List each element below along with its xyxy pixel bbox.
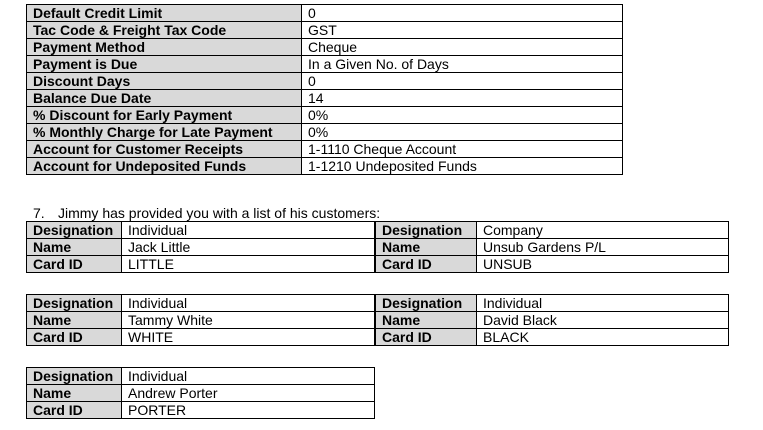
card-id-value: BLACK (477, 329, 729, 346)
customer-card-table (26, 294, 375, 346)
setting-value: GST (302, 22, 623, 39)
name-label: Name (27, 312, 122, 329)
setting-value: 0% (302, 107, 623, 124)
setting-label: Account for Undeposited Funds (27, 158, 302, 175)
step-number: 7. (33, 205, 45, 221)
table-row (376, 256, 729, 273)
setting-label: Payment is Due (27, 56, 302, 73)
table-row (376, 222, 729, 239)
intro-text: Jimmy has provided you with a list of his customers: (58, 205, 381, 221)
setting-value: 14 (302, 90, 623, 107)
setting-value: In a Given No. of Days (302, 56, 623, 73)
name-value: Andrew Porter (122, 385, 375, 402)
name-value: Tammy White (122, 312, 375, 329)
table-row (376, 329, 729, 346)
designation-label: Designation (27, 368, 122, 385)
setting-value: 1-1210 Undeposited Funds (302, 158, 623, 175)
table-row (27, 73, 623, 90)
name-label: Name (376, 239, 477, 256)
table-row (27, 56, 623, 73)
name-value: Unsub Gardens P/L (477, 239, 729, 256)
name-label: Name (27, 385, 122, 402)
customer-card-table (26, 221, 375, 273)
name-value: David Black (477, 312, 729, 329)
card-id-label: Card ID (376, 256, 477, 273)
table-row (376, 239, 729, 256)
table-row (27, 402, 375, 419)
setting-value: Cheque (302, 39, 623, 56)
setting-label: Payment Method (27, 39, 302, 56)
designation-value: Individual (477, 295, 729, 312)
setting-label: Tac Code & Freight Tax Code (27, 22, 302, 39)
table-row (376, 295, 729, 312)
setting-value: 0% (302, 124, 623, 141)
table-row (27, 141, 623, 158)
designation-label: Designation (376, 222, 477, 239)
card-id-value: LITTLE (122, 256, 375, 273)
customer-card-table (375, 221, 729, 273)
table-row (27, 90, 623, 107)
card-id-label: Card ID (27, 402, 122, 419)
table-row (27, 329, 375, 346)
table-row (27, 39, 623, 56)
setting-value: 0 (302, 5, 623, 22)
table-row (27, 368, 375, 385)
card-id-label: Card ID (27, 256, 122, 273)
table-row (27, 5, 623, 22)
setting-label: Discount Days (27, 73, 302, 90)
table-row (376, 312, 729, 329)
designation-value: Individual (122, 368, 375, 385)
table-row (27, 239, 375, 256)
setting-value: 0 (302, 73, 623, 90)
customer-card-table (26, 367, 375, 419)
designation-label: Designation (376, 295, 477, 312)
customer-list-intro (33, 205, 380, 221)
setting-label: % Discount for Early Payment (27, 107, 302, 124)
designation-label: Designation (27, 222, 122, 239)
table-row (27, 158, 623, 175)
table-row (27, 312, 375, 329)
name-label: Name (27, 239, 122, 256)
designation-label: Designation (27, 295, 122, 312)
card-id-value: WHITE (122, 329, 375, 346)
name-label: Name (376, 312, 477, 329)
table-row (27, 222, 375, 239)
card-id-label: Card ID (376, 329, 477, 346)
designation-value: Individual (122, 295, 375, 312)
table-row (27, 295, 375, 312)
setting-label: Balance Due Date (27, 90, 302, 107)
card-id-label: Card ID (27, 329, 122, 346)
setting-label: Default Credit Limit (27, 5, 302, 22)
card-id-value: UNSUB (477, 256, 729, 273)
designation-value: Company (477, 222, 729, 239)
table-row (27, 107, 623, 124)
designation-value: Individual (122, 222, 375, 239)
table-row (27, 256, 375, 273)
name-value: Jack Little (122, 239, 375, 256)
table-row (27, 385, 375, 402)
setting-value: 1-1110 Cheque Account (302, 141, 623, 158)
setting-label: Account for Customer Receipts (27, 141, 302, 158)
table-row (27, 22, 623, 39)
customer-card-table (375, 294, 729, 346)
table-row (27, 124, 623, 141)
card-id-value: PORTER (122, 402, 375, 419)
setting-label: % Monthly Charge for Late Payment (27, 124, 302, 141)
customer-settings-table (26, 4, 623, 175)
